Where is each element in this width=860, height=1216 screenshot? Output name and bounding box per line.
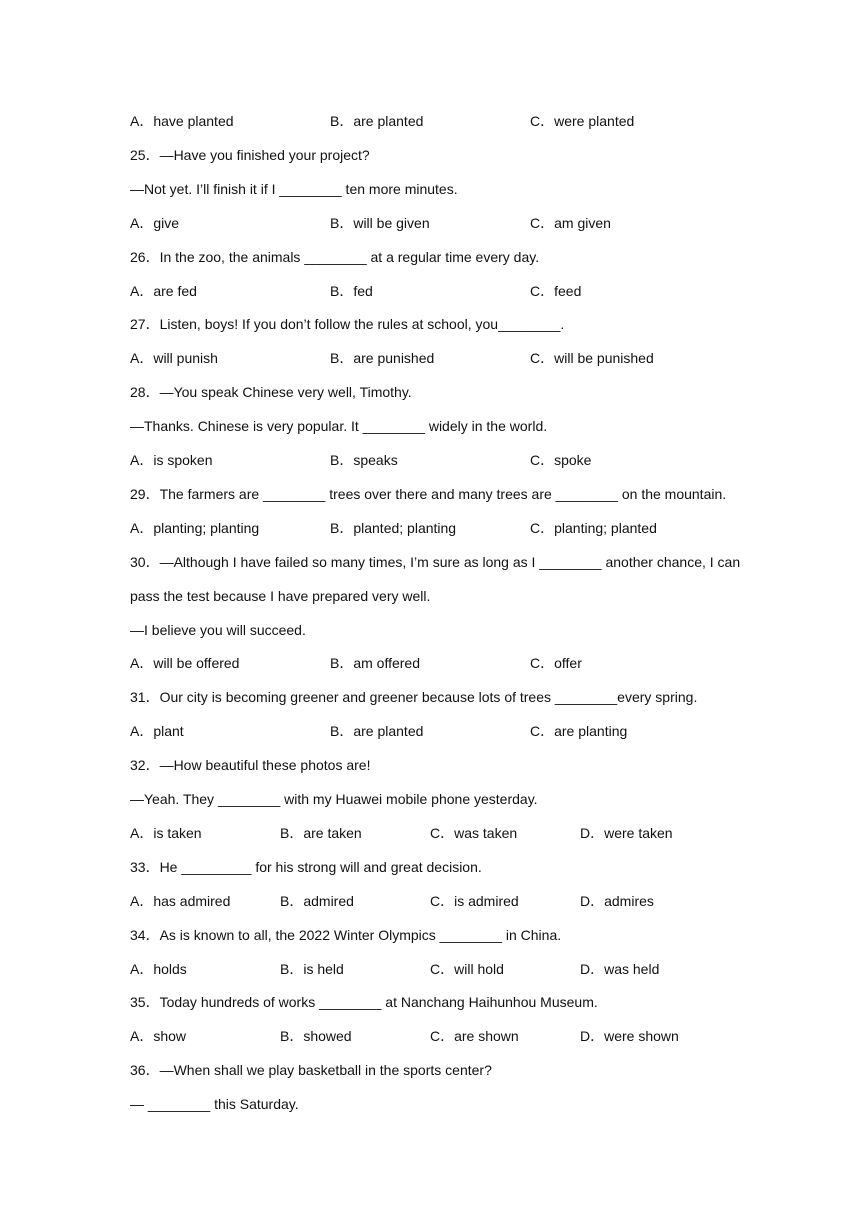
answer-option: C．is admired [430,893,519,909]
question-line: 28．—You speak Chinese very well, Timothy. [130,384,412,400]
answer-option: B．fed [330,283,373,299]
answer-option: C．am given [530,215,611,231]
answer-option: A．plant [130,723,184,739]
answer-options-row [130,1026,750,1046]
answer-option: D．were shown [580,1028,679,1044]
question-line: —Not yet. I’ll finish it if I ________ ten more minutes. [130,181,458,197]
question-line: 30．—Although I have failed so many times, I’m sure as long as I ________ another chance, I can [130,554,741,570]
question-line: 33．He _________ for his strong will and great decision. [130,859,482,875]
answer-option: D．admires [580,893,654,909]
answer-option: B．speaks [330,452,398,468]
answer-option: B．is held [280,961,344,977]
question-line: 25．—Have you finished your project? [130,147,370,163]
question-line: —I believe you will succeed. [130,622,306,638]
answer-option: D．were taken [580,825,673,841]
answer-option: C．are planting [530,723,628,739]
question-line: 35．Today hundreds of works ________ at Nanchang Haihunhou Museum. [130,994,598,1010]
answer-option: A．show [130,1028,187,1044]
answer-option: A．give [130,215,180,231]
question-line: 34．As is known to all, the 2022 Winter Olympics ________ in China. [130,927,562,943]
answer-option: B．will be given [330,215,430,231]
answer-option: C．offer [530,655,582,671]
answer-option: C．feed [530,283,582,299]
answer-option: A．have planted [130,113,234,129]
answer-option: C．were planted [530,113,635,129]
answer-option: B．are planted [330,723,424,739]
answer-option: C．will be punished [530,350,654,366]
answer-options-row [130,450,750,470]
answer-option: C．planting; planted [530,520,657,536]
question-line: —Yeah. They ________ with my Huawei mobile phone yesterday. [130,791,538,807]
answer-options-row [130,518,750,538]
answer-option: A．is taken [130,825,202,841]
answer-option: B．showed [280,1028,352,1044]
question-line: pass the test because I have prepared very well. [130,588,431,604]
answer-option: A．holds [130,961,187,977]
answer-option: D．was held [580,961,660,977]
answer-options-row [130,653,750,673]
answer-option: A．are fed [130,283,197,299]
answer-options-row [130,111,750,131]
answer-option: B．are punished [330,350,435,366]
answer-option: C．was taken [430,825,518,841]
answer-options-row [130,281,750,301]
question-line: 36．—When shall we play basketball in the sports center? [130,1062,492,1078]
answer-option: B．planted; planting [330,520,457,536]
answer-options-row [130,213,750,233]
question-line: —Thanks. Chinese is very popular. It ________ widely in the world. [130,418,548,434]
answer-option: A．has admired [130,893,231,909]
answer-option: A．will be offered [130,655,240,671]
answer-option: B．admired [280,893,354,909]
answer-option: A．is spoken [130,452,213,468]
answer-option: C．are shown [430,1028,519,1044]
question-line: — ________ this Saturday. [130,1096,299,1112]
question-line: 26．In the zoo, the animals ________ at a regular time every day. [130,249,540,265]
question-line: 32．—How beautiful these photos are! [130,757,371,773]
question-line: 29．The farmers are ________ trees over there and many trees are ________ on the mountain. [130,486,727,502]
answer-options-row [130,348,750,368]
answer-option: B．are taken [280,825,362,841]
answer-options-row [130,891,750,911]
answer-option: C．spoke [530,452,592,468]
answer-options-row [130,721,750,741]
answer-option: A．will punish [130,350,218,366]
answer-options-row [130,823,750,843]
answer-option: B．am offered [330,655,421,671]
answer-options-row [130,959,750,979]
answer-option: A．planting; planting [130,520,260,536]
question-line: 31．Our city is becoming greener and greener because lots of trees ________every spring. [130,689,698,705]
answer-option: C．will hold [430,961,504,977]
question-line: 27．Listen, boys! If you don’t follow the rules at school, you________. [130,316,565,332]
answer-option: B．are planted [330,113,424,129]
